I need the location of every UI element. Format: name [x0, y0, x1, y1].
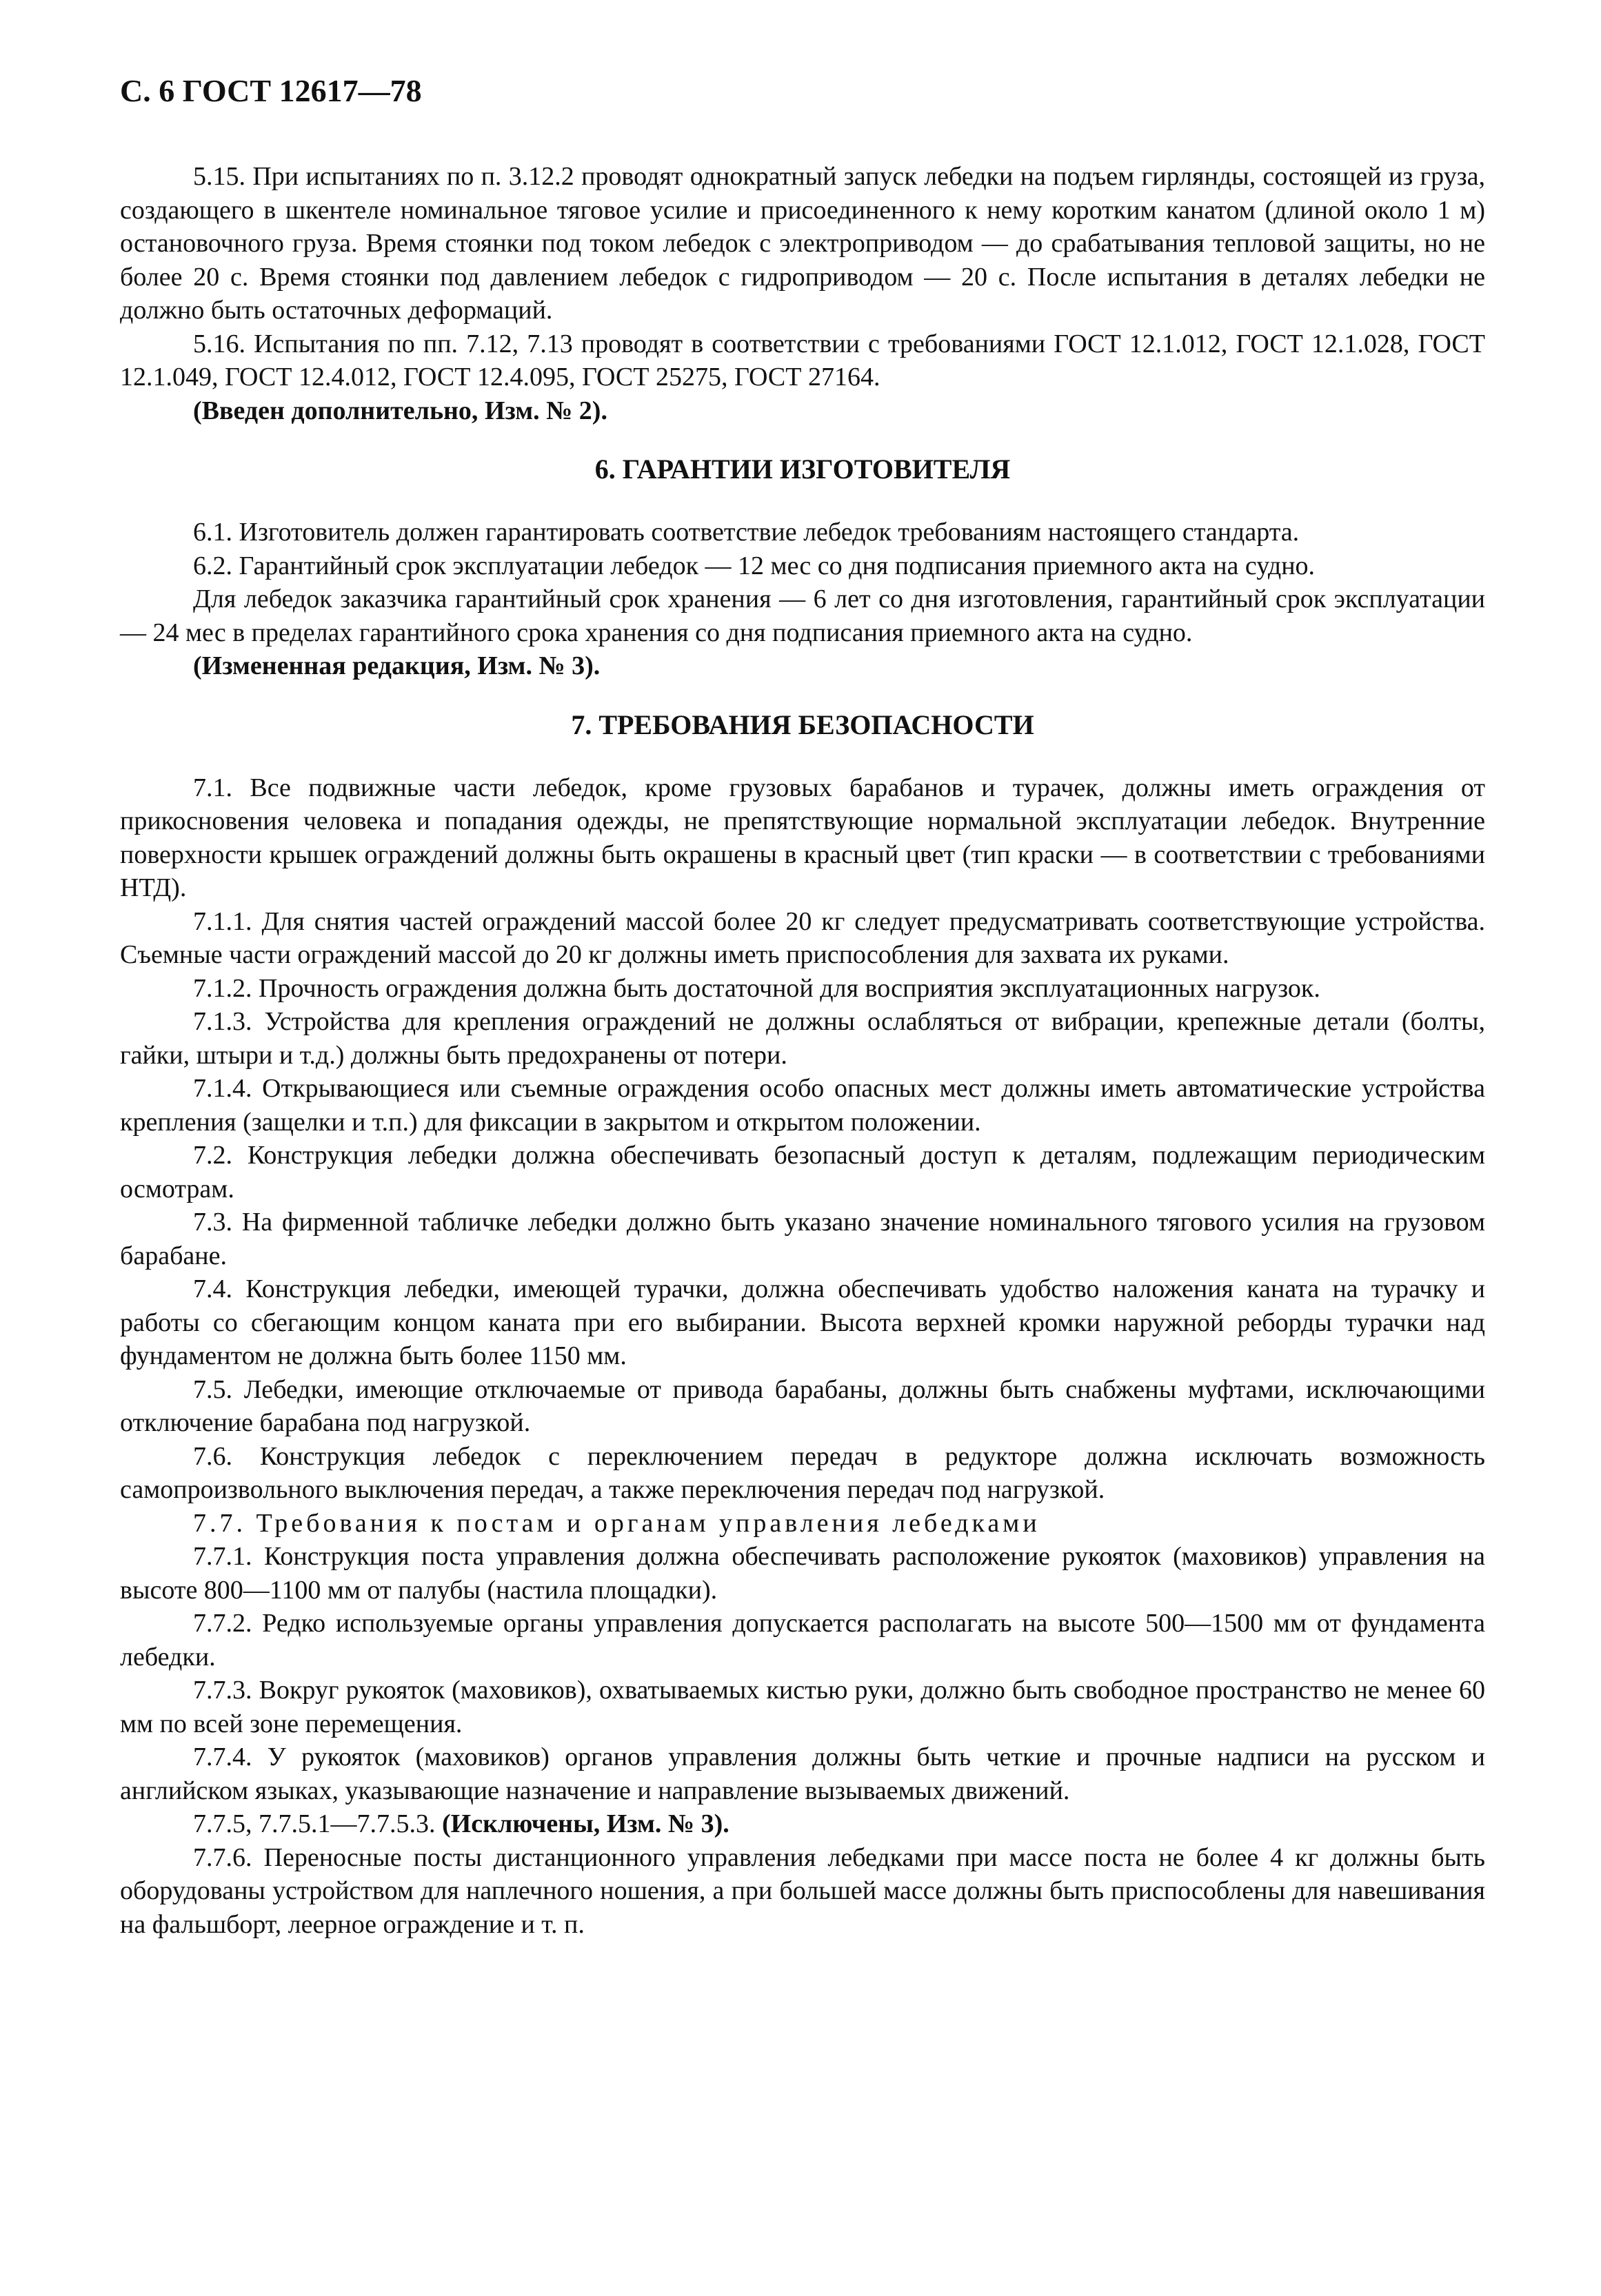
- paragraph-7-7-5-excluded-note: (Исключены, Изм. № 3).: [442, 1809, 729, 1838]
- page-header: С. 6 ГОСТ 12617—78: [120, 73, 422, 108]
- paragraph-7-3: 7.3. На фирменной табличке лебедки должно быть указано значение номинального тягового усилия на грузовом барабане.: [120, 1208, 1485, 1270]
- section-6-title: 6. ГАРАНТИИ ИЗГОТОВИТЕЛЯ: [594, 454, 1011, 485]
- paragraph-7-7-3: 7.7.3. Вокруг рукояток (маховиков), охватываемых кистью руки, должно быть свободное пространство не менее 60 мм по всей зоне перемещения.: [120, 1676, 1485, 1738]
- subsection-7-7-heading: 7.7. Требования к постам и органам управления лебедками: [193, 1508, 1040, 1538]
- paragraph-7-1-2: 7.1.2. Прочность ограждения должна быть достаточной для восприятия эксплуатационных нагрузок.: [193, 973, 1320, 1003]
- paragraph-5-16: 5.16. Испытания по пп. 7.12, 7.13 проводят в соответствии с требованиями ГОСТ 12.1.012, ГОСТ 12.1.028, ГОСТ 12.1.049, ГОСТ 12.4.012, ГОСТ 12.4.095, ГОСТ 25275, ГОСТ 27164.: [120, 329, 1485, 392]
- paragraph-6-2: 6.2. Гарантийный срок эксплуатации лебедок — 12 мес со дня подписания приемного акта на судно.: [193, 551, 1316, 580]
- paragraph-6-1: 6.1. Изготовитель должен гарантировать соответствие лебедок требованиям настоящего стандарта.: [193, 518, 1300, 547]
- paragraph-7-7-4: 7.7.4. У рукояток (маховиков) органов управления должны быть четкие и прочные надписи на русском и английском языках, указывающие назначение и направление вызываемых движений.: [120, 1743, 1485, 1805]
- paragraph-7-4: 7.4. Конструкция лебедки, имеющей турачки, должна обеспечивать удобство наложения каната на турачку и работы со сбегающим концом каната при его выбирании. Высота верхней кромки наружной реборды турачки над фундаментом не должна быть более 1150 мм.: [120, 1274, 1485, 1370]
- paragraph-5-15: 5.15. При испытаниях по п. 3.12.2 проводят однократный запуск лебедки на подъем гирлянды, состоящей из груза, создающего в шкентеле номинальное тяговое усилие и присоединенного к нему коротким канатом (длиной около 1 м) остановочного груза. Время стоянки под током лебедок с электроприводом — до срабатывания тепловой защиты, но не более 20 с. Время стоянки под давлением лебедок с гидроприводом — 20 с. После испытания в деталях лебедки не должно быть остаточных деформаций.: [120, 162, 1485, 325]
- paragraph-7-7-2: 7.7.2. Редко используемые органы управления допускается располагать на высоте 500—1500 мм от фундамента лебедки.: [120, 1609, 1485, 1672]
- amendment-note-3: (Измененная редакция, Изм. № 3).: [193, 651, 601, 680]
- paragraph-7-7-5-number: 7.7.5, 7.7.5.1—7.7.5.3.: [193, 1809, 442, 1838]
- amendment-note-2: (Введен дополнительно, Изм. № 2).: [193, 396, 607, 425]
- paragraph-7-1-4: 7.1.4. Открывающиеся или съемные ограждения особо опасных мест должны иметь автоматические устройства крепления (защелки и т.п.) для фиксации в закрытом и открытом положении.: [120, 1074, 1485, 1137]
- paragraph-7-2: 7.2. Конструкция лебедки должна обеспечивать безопасный доступ к деталям, подлежащим периодическим осмотрам.: [120, 1141, 1485, 1203]
- paragraph-7-7-1: 7.7.1. Конструкция поста управления должна обеспечивать расположение рукояток (маховиков) управления на высоте 800—1100 мм от палубы (настила площадки).: [120, 1542, 1485, 1605]
- paragraph-7-5: 7.5. Лебедки, имеющие отключаемые от привода барабаны, должны быть снабжены муфтами, исключающими отключение барабана под нагрузкой.: [120, 1374, 1485, 1437]
- paragraph-7-1: 7.1. Все подвижные части лебедок, кроме грузовых барабанов и турачек, должны иметь ограждения от прикосновения человека и попадания одежды, не препятствующие нормальной эксплуатации лебедок. Внутренние поверхности крышек ограждений должны быть окрашены в красный цвет (тип краски — в соответствии с требованиями НТД).: [120, 773, 1485, 902]
- paragraph-7-7-5: [120, 1807, 1485, 1841]
- paragraph-7-1-3: 7.1.3. Устройства для крепления ограждений не должны ослабляться от вибрации, крепежные детали (болты, гайки, штыри и т.д.) должны быть предохранены от потери.: [120, 1007, 1485, 1070]
- document-page: [120, 72, 1485, 1941]
- paragraph-7-1-1: 7.1.1. Для снятия частей ограждений массой более 20 кг следует предусматривать соответствующие устройства. Съемные части ограждений массой до 20 кг должны иметь приспособления для захвата их руками.: [120, 906, 1485, 969]
- paragraph-7-6: 7.6. Конструкция лебедок с переключением передач в редукторе должна исключать возможность самопроизвольного выключения передач, а также переключения передач под нагрузкой.: [120, 1441, 1485, 1504]
- paragraph-7-7-6: 7.7.6. Переносные посты дистанционного управления лебедками при массе поста не более 4 кг должны быть оборудованы устройством для наплечного ношения, а при большей массе должны быть приспособлены для навешивания на фальшборт, леерное ограждение и т. п.: [120, 1842, 1485, 1939]
- paragraph-6-2-customer: Для лебедок заказчика гарантийный срок хранения — 6 лет со дня изготовления, гарантийный срок эксплуатации — 24 мес в пределах гарантийного срока хранения со дня подписания приемного акта на судно.: [120, 585, 1485, 647]
- section-7-title: 7. ТРЕБОВАНИЯ БЕЗОПАСНОСТИ: [571, 709, 1034, 740]
